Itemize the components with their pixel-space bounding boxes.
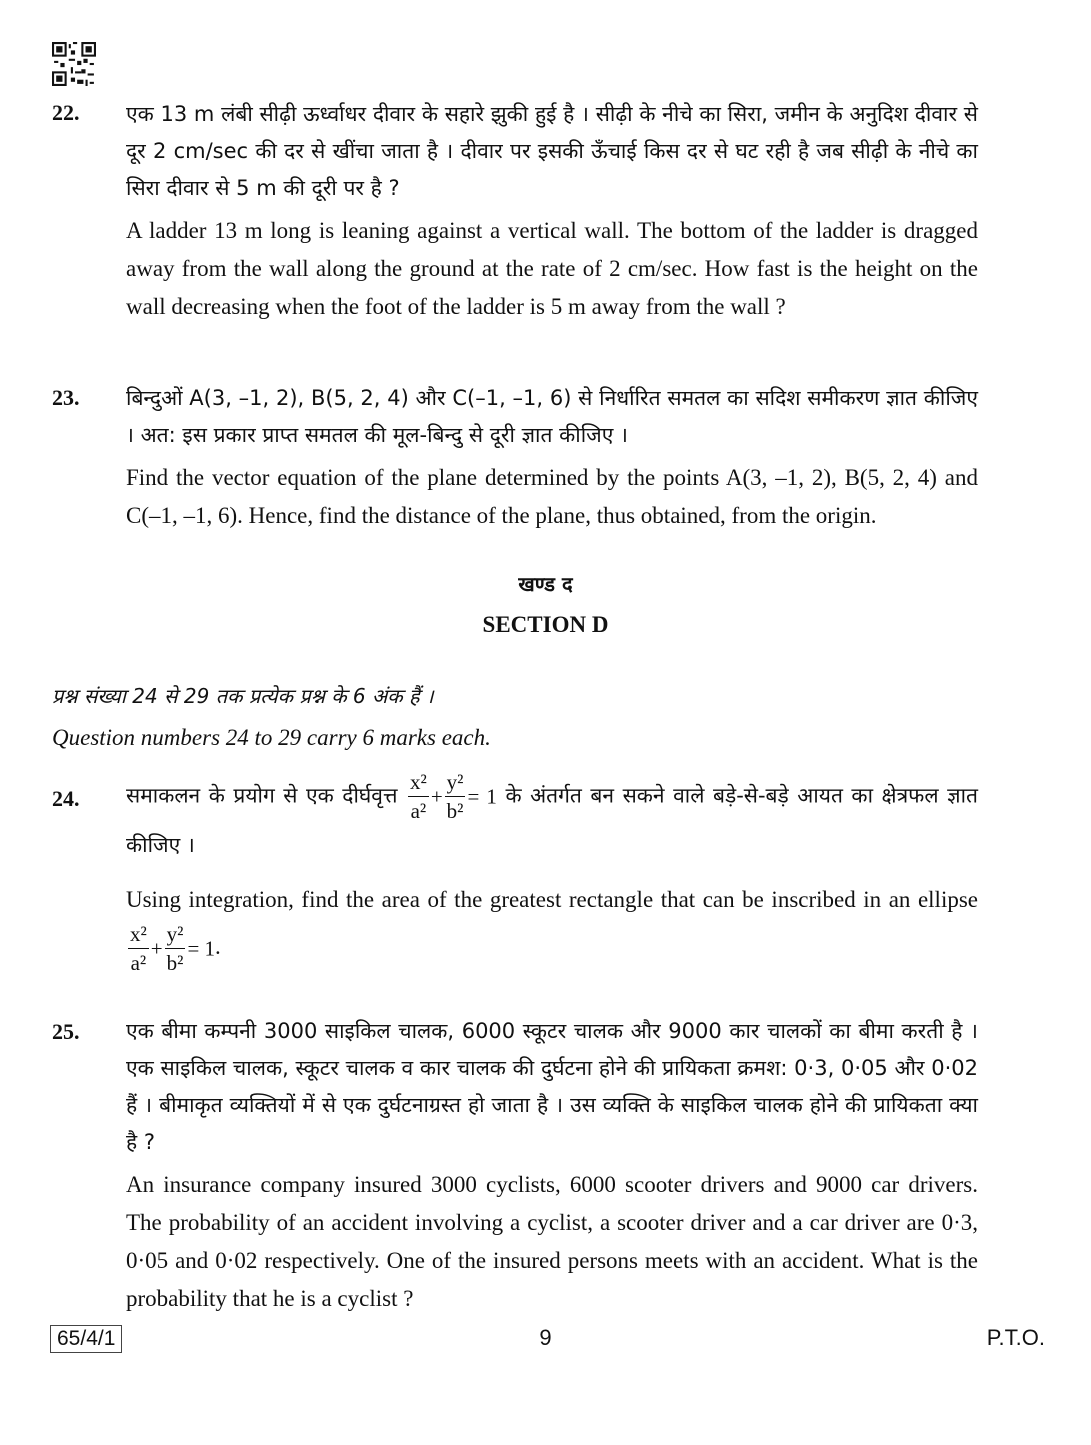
- fraction-denominator: b²: [166, 951, 184, 975]
- plus-sign: +: [430, 784, 443, 809]
- question-24-english-start: Using integration, find the area of the greatest rectangle that can be inscribed in an ellipse: [126, 887, 978, 912]
- question-number: 23.: [52, 385, 80, 410]
- question-24-hindi-start: समाकलन के प्रयोग से एक दीर्घवृत्त: [126, 783, 398, 808]
- qr-code: [52, 42, 96, 86]
- fraction-numerator: x²: [408, 768, 429, 797]
- section-title-english: SECTION D: [482, 612, 609, 637]
- question-25-hindi: एक बीमा कम्पनी 3000 साइकिल चालक, 6000 स्कूटर चालक और 9000 कार चालकों का बीमा करती है । एक साइकिल चालक, स्कूटर चालक व कार चालक की दुर्घटना होने की प्रायिकता क्रमश: 0·3, 0·05 और 0·02 हैं । बीमाकृत व्यक्तियों में से एक दुर्घटनाग्रस्त हो जाता है । उस व्यक्ति के साइकिल चालक होने की प्रायिकता क्या है ?: [126, 1019, 978, 1154]
- question-24-hindi-end: के अंतर्गत बन सकने वाले बड़े-से-बड़े आयत का क्षेत्रफल ज्ञात कीजिए ।: [126, 783, 979, 857]
- fraction-denominator: a²: [130, 951, 147, 975]
- ellipse-fraction-y: [165, 920, 186, 977]
- equals-one: = 1: [187, 936, 216, 961]
- question-22-hindi: एक 13 m लंबी सीढ़ी ऊर्ध्वाधर दीवार के सहारे झुकी हुई है । सीढ़ी के नीचे का सिरा, जमीन के अनुदिश दीवार से दूर 2 cm/sec की दर से खींचा जाता है । दीवार पर इसकी ऊँचाई किस दर से घट रही है जब सीढ़ी के नीचे का सिरा दीवार से 5 m की दूरी पर है ?: [126, 102, 978, 200]
- question-number: 25.: [52, 1019, 80, 1044]
- fraction-numerator: x²: [128, 920, 149, 949]
- fraction-numerator: y²: [165, 920, 186, 949]
- question-24-english-end: .: [215, 933, 221, 959]
- section-instruction-hindi: प्रश्न संख्या 24 से 29 तक प्रत्येक प्रश्न के 6 अंक हैं ।: [52, 684, 434, 708]
- fraction-numerator: y²: [445, 768, 466, 797]
- paper-code: 65/4/1: [50, 1325, 122, 1353]
- question-22-english: A ladder 13 m long is leaning against a vertical wall. The bottom of the ladder is dragged away from the wall along the ground at the rate of 2 cm/sec. How fast is the height on the wall decreasing when the foot of the ladder is 5 m away from the wall ?: [126, 218, 978, 319]
- please-turn-over: P.T.O.: [986, 1325, 1045, 1350]
- fraction-denominator: a²: [410, 799, 427, 823]
- question-24-hindi: [126, 768, 978, 865]
- ellipse-fraction-x: [408, 768, 429, 825]
- section-title-hindi: खण्ड द: [518, 572, 573, 596]
- page-number: 9: [539, 1325, 552, 1350]
- section-instruction-english: Question numbers 24 to 29 carry 6 marks each.: [52, 725, 491, 750]
- question-25-english: An insurance company insured 3000 cyclists, 6000 scooter drivers and 9000 car drivers. The probability of an accident involving a cyclist, a scooter driver and a car driver are 0·3, 0·05 and 0·02 respectively. One of the insured persons meets with an accident. What is the probability that he is a cyclist ?: [126, 1172, 978, 1311]
- ellipse-fraction-x: [128, 920, 149, 977]
- question-24-english: [126, 880, 978, 977]
- question-number: 22.: [52, 100, 80, 125]
- equals-one: = 1: [467, 784, 497, 809]
- plus-sign: +: [150, 936, 163, 961]
- question-23-hindi: बिन्दुओं A(3, –1, 2), B(5, 2, 4) और C(–1, –1, 6) से निर्धारित समतल का सदिश समीकरण ज्ञात कीजिए । अत: इस प्रकार प्राप्त समतल की मूल-बिन्दु से दूरी ज्ञात कीजिए ।: [126, 386, 978, 447]
- fraction-denominator: b²: [446, 799, 464, 823]
- question-number: 24.: [52, 786, 80, 811]
- ellipse-fraction-y: [445, 768, 466, 825]
- question-23-english: Find the vector equation of the plane determined by the points A(3, –1, 2), B(5, 2, 4) and C(–1, –1, 6). Hence, find the distance of the plane, thus obtained, from the origin.: [126, 465, 978, 528]
